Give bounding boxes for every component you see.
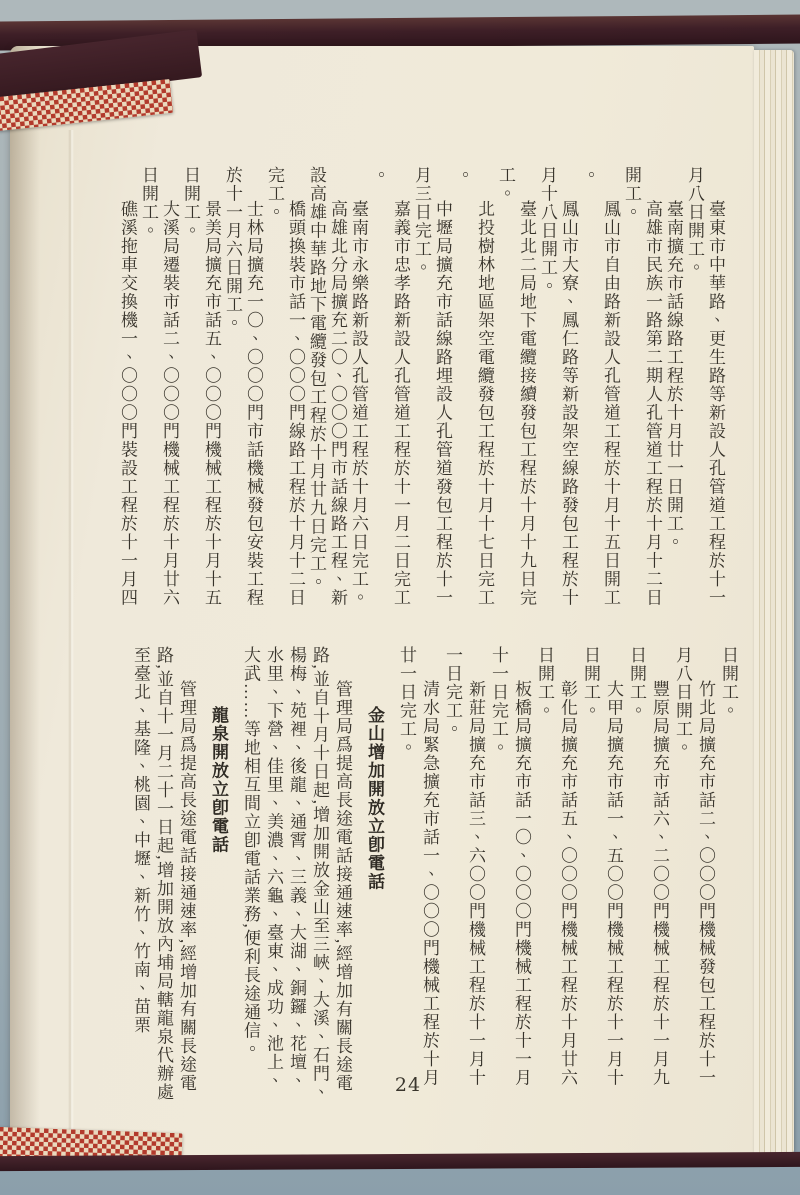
lower-text-register (129, 646, 740, 1105)
construction-entry: 板橋局擴充市話一〇、〇〇〇門機械工程於十一月十一日完工。 (489, 646, 531, 1087)
construction-entry: 臺南市永樂路新設人孔管道工程於十月六日完工。 (349, 200, 368, 607)
page-crease-line (68, 130, 74, 1140)
entry-continuation: 日開工。 (719, 646, 738, 720)
construction-entry: 臺南擴充市話線路工程於十月廿一日開工。 (664, 200, 683, 552)
section-body-longquan: 管理局爲提高長途電話接通速率,經增加有關長途電路,並自十一月二十一日起,增加開放內埔局轄龍泉代辦處至臺北、基隆、桃園、中壢、新竹、竹南、苗栗 (131, 646, 196, 1102)
book-cover-bottom-edge (0, 1152, 800, 1171)
page-gutter-shadow (10, 46, 40, 1156)
construction-entry: 士林局擴充一〇、〇〇〇門市話機械發包安裝工程於十一月六日開工。 (223, 166, 263, 607)
section-body-jinshan: 管理局爲提高長途電話接通速率,經增加有關長途電路,並自十月十日起,增加開放金山至三峽、大溪、石門、楊梅、苑裡、後龍、通霄、三義、大湖、銅鑼、花壇、水里、下營、佳里、美濃、六龜、臺東、成功、池上、大武……等地相互間立卽電話業務,便利長途通信。 (241, 646, 352, 1102)
section-heading-longquan: 龍泉開放立卽電話 (209, 705, 228, 854)
construction-entry: 鳳山市大寮、鳳仁路等新設架空線路發包工程於十月十八日開工。 (538, 166, 578, 607)
section-heading-jinshan: 金山增加開放立卽電話 (365, 705, 384, 891)
construction-entry: 大溪局遷裝市話二、〇〇〇門機械工程於十月廿六日開工。 (139, 166, 179, 607)
construction-entry: 北投樹林地區架空電纜發包工程於十月十七日完工。 (454, 166, 494, 607)
construction-entry: 鳳山市自由路新設人孔管道工程於十月十五日開工。 (580, 166, 620, 607)
construction-entry: 臺東市中華路、更生路等新設人孔管道工程於十一月八日開工。 (685, 166, 725, 607)
construction-entry: 臺北北二局地下電纜接續發包工程於十月十九日完工。 (496, 166, 536, 607)
construction-entry: 礁溪拖車交換機一、〇〇〇門裝設工程於十一月四 (118, 200, 137, 607)
construction-entry: 高雄市民族一路第二期人孔管道工程於十月十二日開工。 (622, 166, 662, 607)
page-number: 24 (394, 1074, 422, 1096)
construction-entry: 清水局緊急擴充市話一、〇〇〇門機械工程於十月廿一日完工。 (397, 646, 439, 1087)
construction-entry: 新莊局擴充市話三、六〇〇門機械工程於十一月十一日完工。 (443, 646, 485, 1087)
construction-entry: 豐原局擴充市話六、二〇〇門機械工程於十一月九日開工。 (627, 646, 669, 1087)
construction-entry: 竹北局擴充市話二、〇〇〇門機械發包工程於十一月八日開工。 (673, 646, 715, 1087)
construction-entry: 彰化局擴充市話五、〇〇〇門機械工程於十月廿六日開工。 (535, 646, 577, 1087)
construction-entry: 高雄北分局擴充二〇、〇〇〇門市話線路工程、新設高雄中華路地下電纜發包工程於十月廿九日完工。 (307, 166, 347, 607)
upper-text-register (117, 166, 726, 625)
construction-entry: 橋頭換裝市話一、〇〇〇門線路工程於十月十二日完工。 (265, 166, 305, 607)
construction-entry: 景美局擴充市話五、〇〇〇門機械工程於十月十五日開工。 (181, 166, 221, 607)
construction-entry: 大甲局擴充市話一、五〇〇門機械工程於十一月十日開工。 (581, 646, 623, 1087)
construction-entry: 嘉義市忠孝路新設人孔管道工程於十一月二日完工。 (370, 166, 410, 607)
page-leaf-edges (754, 50, 794, 1154)
construction-entry: 中壢局擴充市話線路埋設人孔管道發包工程於十一月三日完工。 (412, 166, 452, 607)
